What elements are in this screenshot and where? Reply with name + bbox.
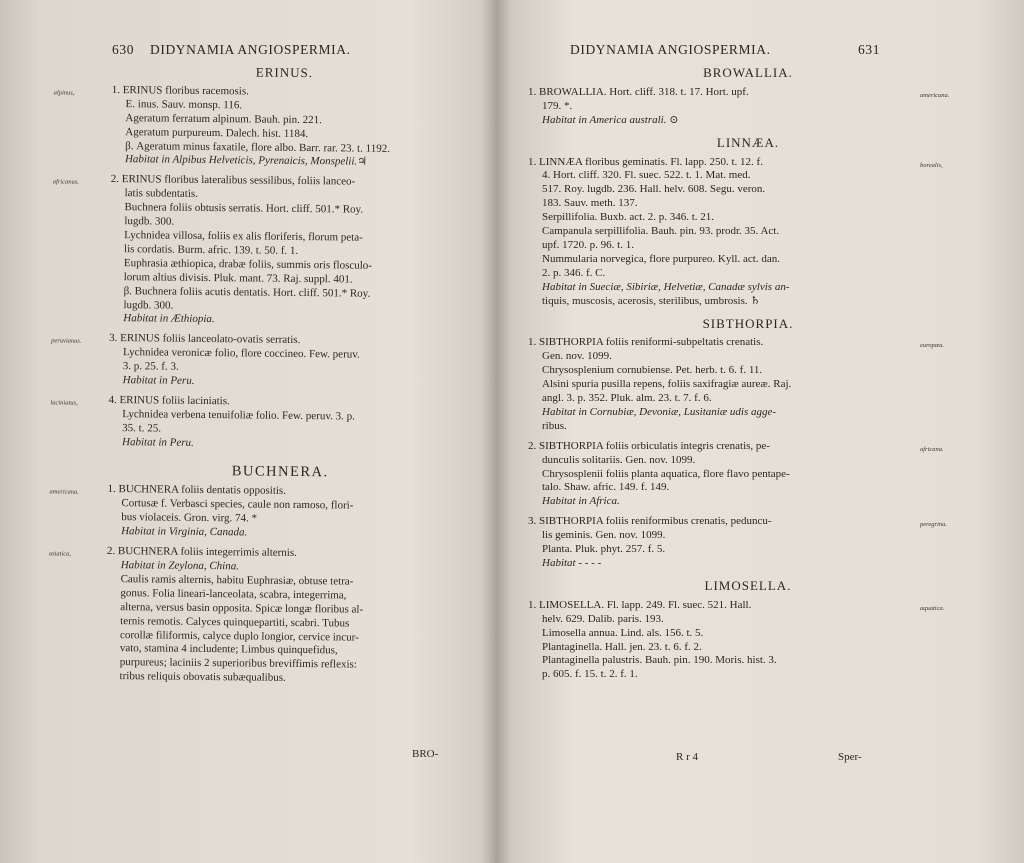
text-line: Ageratum ferratum alpinum. Bauh. pin. 221. (125, 111, 322, 126)
text-line: Habitat in Peru. (122, 374, 195, 387)
text-line: Ageratum purpureum. Dalech. hist. 1184. (125, 125, 309, 140)
text-line: Cortusæ f. Verbasci species, caule non ramoso, flori- (121, 497, 354, 512)
left-catchword: BRO- (412, 748, 439, 760)
text-line: 1. SIBTHORPIA foliis reniformi-subpeltatis crenatis. (528, 336, 764, 349)
text-line: lorum altius divisis. Pluk. mant. 73. Raj. suppl. 401. (123, 270, 353, 286)
right-running-title: DIDYNAMIA ANGIOSPERMIA. (570, 42, 771, 57)
species-entry (49, 483, 453, 542)
right-page-text (528, 66, 968, 682)
genus-title: BROWALLIA. (703, 65, 793, 80)
text-line: 183. Sauv. meth. 137. (542, 197, 638, 210)
text-line: lis cordatis. Burm. afric. 139. t. 50. f. 1. (124, 243, 299, 257)
text-line: 1. BUCHNERA foliis dentatis oppositis. (107, 483, 287, 498)
text-line: Lychnidea verbena tenuifoliæ folio. Few. peruv. 3. p. (122, 407, 355, 423)
text-line: Habitat in America australi. ⊙ (542, 113, 679, 126)
species-entry (528, 599, 968, 682)
text-line: helv. 629. Dalib. paris. 193. (542, 612, 664, 625)
species-entry (52, 173, 456, 330)
text-line: gonus. Folia lineari-lanceolata, scabra, integerrima, (120, 586, 347, 602)
text-line: Gen. nov. 1099. (542, 350, 612, 363)
right-signature-mark: R r 4 (676, 751, 698, 763)
text-line: 1. LIMOSELLA. Fl. lapp. 249. Fl. suec. 521. Hall. (528, 598, 752, 611)
margin-trivial-name: africanus. (52, 178, 79, 187)
species-entry (528, 156, 968, 309)
left-page-header (0, 42, 488, 64)
margin-trivial-name: americana. (920, 91, 950, 99)
text-line: upf. 1720. p. 96. t. 1. (542, 238, 634, 251)
text-line: β. Ageratum minus faxatile, flore albo. Barr. rar. 23. t. 1192. (125, 139, 391, 155)
margin-trivial-name: laciniatus, (50, 399, 78, 407)
left-page-text (48, 64, 457, 688)
margin-trivial-name: europæa. (920, 342, 945, 350)
text-line: Habitat in Cornubiæ, Devoniæ, Lusitaniæ udis agge- (542, 405, 777, 418)
text-line: Alsini spuria pusilla repens, foliis saxifragiæ aureæ. Raj. (542, 378, 792, 391)
text-line: bus violaceis. Gron. virg. 74. * (121, 511, 258, 525)
species-entry (53, 83, 457, 171)
text-line: Caulis ramis alternis, habitu Euphrasiæ, obtuse tetra- (120, 573, 354, 588)
text-line: 3. SIBTHORPIA foliis reniformibus crenatis, peduncu- (528, 515, 772, 528)
right-page (500, 0, 1024, 863)
text-line: dunculis solitariis. Gen. nov. 1099. (542, 453, 696, 466)
text-line: tribus reliquis obovatis subæqualibus. (119, 670, 286, 685)
species-entry (528, 515, 968, 571)
margin-trivial-name: borealis, (920, 161, 943, 169)
margin-trivial-name: americana. (49, 488, 79, 497)
text-line: β. Buchnera foliis acutis dentatis. Hort. cliff. 501.* Roy. (123, 284, 371, 300)
text-line: Habitat in Virginia, Canada. (121, 525, 248, 539)
text-line: Chrysosplenii foliis planta aquatica, flore flavo pentape- (542, 467, 790, 480)
text-line: Habitat in Alpibus Helveticis, Pyrenaicis, Monspelii.♃ (124, 153, 368, 169)
text-line: Chrysosplenium cornubiense. Pet. herb. t. 6. f. 11. (542, 364, 763, 377)
text-line: vato, stamina 4 includente; Limbus quinquefidus, (119, 642, 338, 657)
text-line: latis subdentatis. (124, 187, 199, 201)
text-line: 2. SIBTHORPIA foliis orbiculatis integris crenatis, pe- (528, 439, 770, 452)
text-line: Limosella annua. Lind. als. 156. t. 5. (542, 626, 704, 639)
text-line: 3. ERINUS foliis lanceolato-ovatis serratis. (109, 332, 301, 347)
text-line: angl. 3. p. 352. Pluk. alm. 23. t. 7. f. 6. (542, 392, 712, 405)
text-line: p. 605. f. 15. t. 2. f. 1. (542, 668, 638, 681)
text-line: lugdb. 300. (123, 298, 174, 312)
right-page-header (500, 42, 1024, 64)
text-line: Buchnera foliis obtusis serratis. Hort. cliff. 501.* Roy. (124, 201, 364, 216)
text-line: Habitat in Æthiopia. (123, 312, 215, 326)
genus-title: LINNÆA. (716, 134, 780, 150)
text-line: Serpillifolia. Buxb. act. 2. p. 346. t. 21. (542, 211, 715, 224)
margin-trivial-name: alpinus, (53, 89, 75, 97)
margin-trivial-name: asiatica, (48, 550, 72, 558)
text-line: 4. Hort. cliff. 320. Fl. suec. 522. t. 1. Mat. med. (542, 169, 751, 182)
left-page-number: 630 (112, 42, 135, 57)
text-line: 1. ERINUS floribus racemosis. (111, 83, 249, 98)
text-line: Euphrasia æthiopica, drabæ foliis, summis oris flosculo- (123, 256, 373, 272)
margin-trivial-name: peregrina. (920, 521, 948, 529)
text-line: Habitat in Peru. (121, 435, 194, 449)
text-line: tiquis, muscosis, acerosis, sterilibus, umbrosis. ♄ (542, 294, 761, 307)
text-line: 517. Roy. lugdb. 236. Hall. helv. 608. Segu. veron. (542, 183, 766, 196)
text-line: 4. ERINUS foliis laciniatis. (108, 393, 230, 408)
text-line: 2. BUCHNERA foliis integerrimis alternis. (106, 545, 297, 560)
text-line: corollæ filiformis, calyce duplo longior, cervice incur- (119, 628, 359, 644)
text-line: 2. ERINUS floribus lateralibus sessilibus, foliis lanceo- (110, 173, 356, 188)
text-line: 2. p. 346. f. C. (542, 266, 606, 279)
text-line: Plantaginella. Hall. jen. 23. t. 6. f. 2. (542, 640, 702, 653)
species-entry (50, 393, 454, 453)
genus-title: LIMOSELLA. (704, 577, 792, 593)
text-line: ribus. (542, 419, 567, 432)
text-line: lis geminis. Gen. nov. 1099. (542, 529, 666, 542)
left-running-title: DIDYNAMIA ANGIOSPERMIA. (150, 42, 351, 57)
species-entry (528, 86, 968, 128)
text-line: Habitat in Sueciæ, Sibiriæ, Helvetiæ, Canadæ sylvis an- (542, 280, 790, 293)
text-line: Lychnidea villosa, foliis ex alis floriferis, florum peta- (124, 229, 363, 244)
text-line: Habitat in Africa. (542, 495, 620, 508)
text-line: 1. LINNÆA floribus geminatis. Fl. lapp. 250. t. 12. f. (528, 155, 763, 168)
text-line: Habitat - - - - (542, 557, 602, 569)
species-entry (528, 440, 968, 510)
right-page-number: 631 (858, 42, 881, 57)
genus-title: ERINUS. (255, 64, 314, 81)
text-line: purpureus; laciniis 2 superioribus breviffimis reflexis: (119, 656, 357, 671)
text-line: Plantaginella palustris. Bauh. pin. 190. Moris. hist. 3. (542, 654, 777, 667)
text-line: Lychnidea veronicæ folio, flore coccineo. Few. peruv. (122, 346, 360, 361)
margin-trivial-name: peruvianus. (51, 337, 82, 346)
text-line: 179. *. (542, 99, 573, 112)
text-line: 3. p. 25. f. 3. (122, 360, 179, 373)
text-line: 1. BROWALLIA. Hort. cliff. 318. t. 17. Hort. upf. (528, 85, 749, 98)
genus-title: SIBTHORPIA. (702, 315, 794, 331)
text-line: Nummularia norvegica, flore purpureo. Kyll. act. dan. (542, 252, 780, 265)
left-page (0, 0, 488, 863)
text-line: ternis remotis. Calyces quinquepartiti, scabri. Tubus (120, 614, 350, 630)
margin-trivial-name: africana. (920, 445, 944, 453)
text-line: talo. Shaw. afric. 149. f. 149. (542, 481, 670, 494)
genus-title: BUCHNERA. (231, 462, 329, 480)
species-entry (48, 545, 452, 688)
right-catchword: Sper- (838, 751, 862, 763)
text-line: 35. t. 25. (122, 421, 162, 435)
text-line: Planta. Pluk. phyt. 257. f. 5. (542, 543, 666, 556)
text-line: alterna, versus basin opposita. Spicæ longæ floribus al- (120, 600, 364, 616)
species-entry (528, 336, 968, 433)
margin-trivial-name: aquatica. (920, 604, 945, 612)
text-line: Habitat in Zeylona, China. (120, 559, 240, 573)
text-line: Campanula serpillifolia. Bauh. pin. 93. prodr. 35. Act. (542, 225, 780, 238)
species-entry (51, 332, 455, 391)
text-line: lugdb. 300. (124, 215, 175, 228)
text-line: E. inus. Sauv. monsp. 116. (125, 97, 243, 112)
